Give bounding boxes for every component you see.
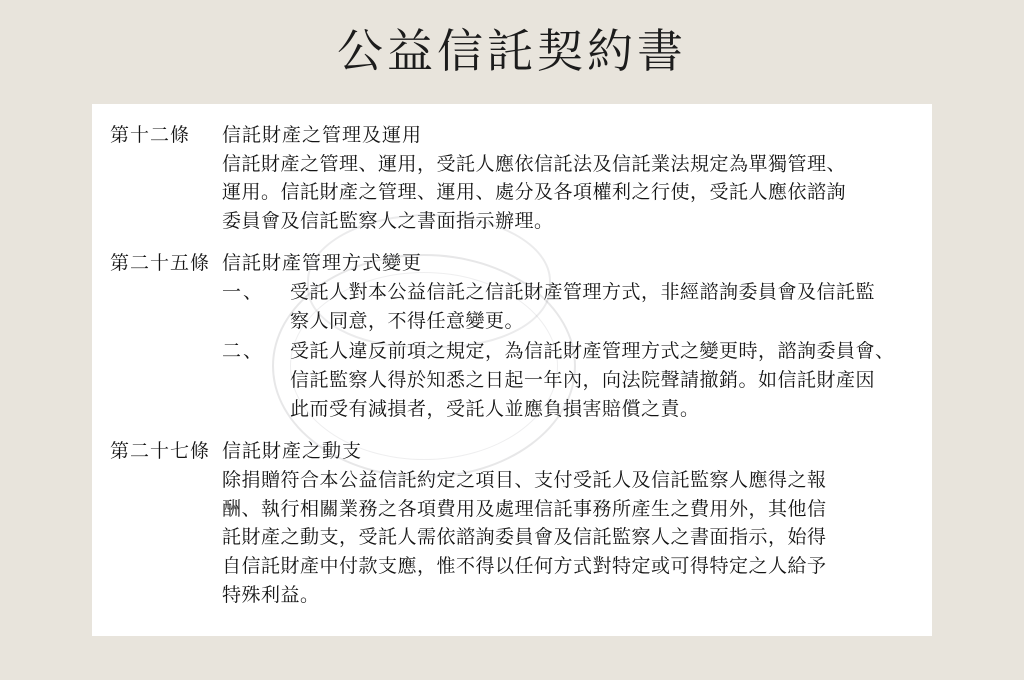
article-item (222, 278, 906, 336)
article-heading (110, 250, 906, 278)
article-body-line: 除捐贈符合本公益信託約定之項目、支付受託人及信託監察人應得之報 (222, 468, 827, 491)
article-heading (110, 122, 906, 150)
article-item-body (290, 337, 906, 424)
article-number: 第二十五條 (110, 252, 211, 275)
article-number: 第十二條 (110, 124, 191, 146)
article-body-line: 察人同意，不得任意變更。 (290, 309, 525, 332)
article-item-label: 一、 (222, 280, 265, 303)
article-title: 信託財產之管理及運用 (222, 124, 423, 146)
article-body-line: 運用。信託財產之管理、運用、處分及各項權利之行使，受託人應依諮詢 (222, 181, 847, 204)
article-block (110, 438, 906, 610)
article-body-line: 委員會及信託監察人之書面指示辦理。 (222, 210, 554, 233)
article-body-line: 信託監察人得於知悉之日起一年內，向法院聲請撤銷。如信託財產因 (290, 369, 876, 392)
document-paper (92, 104, 932, 636)
article-body-line: 信託財產之管理、運用，受託人應依信託法及信託業法規定為單獨管理、 (222, 152, 847, 175)
article-title: 信託財產管理方式變更 (222, 252, 423, 275)
article-number: 第二十七條 (110, 440, 211, 463)
page-title: 公益信託契約書 (337, 24, 687, 78)
article-body-line: 酬、執行相關業務之各項費用及處理信託事務所產生之費用外，其他信 (222, 497, 827, 520)
article-body-line: 受託人對本公益信託之信託財產管理方式，非經諮詢委員會及信託監 (290, 280, 876, 303)
article-body-line: 託財產之動支，受託人需依諮詢委員會及信託監察人之書面指示，始得 (222, 526, 827, 549)
article-body-line: 自信託財產中付款支應，惟不得以任何方式對特定或可得特定之人給予 (222, 555, 827, 578)
article-block (110, 250, 906, 424)
article-item (222, 337, 906, 424)
article-body-line: 受託人違反前項之規定，為信託財產管理方式之變更時，諮詢委員會、 (290, 340, 895, 363)
article-body-line: 特殊利益。 (222, 584, 320, 607)
article-item-label: 二、 (222, 340, 265, 363)
article-heading (110, 438, 906, 466)
article-block (110, 122, 906, 236)
article-body-line: 此而受有減損者，受託人並應負損害賠償之責。 (290, 398, 700, 421)
article-item-body (290, 278, 906, 336)
article-title: 信託財產之動支 (222, 440, 363, 463)
